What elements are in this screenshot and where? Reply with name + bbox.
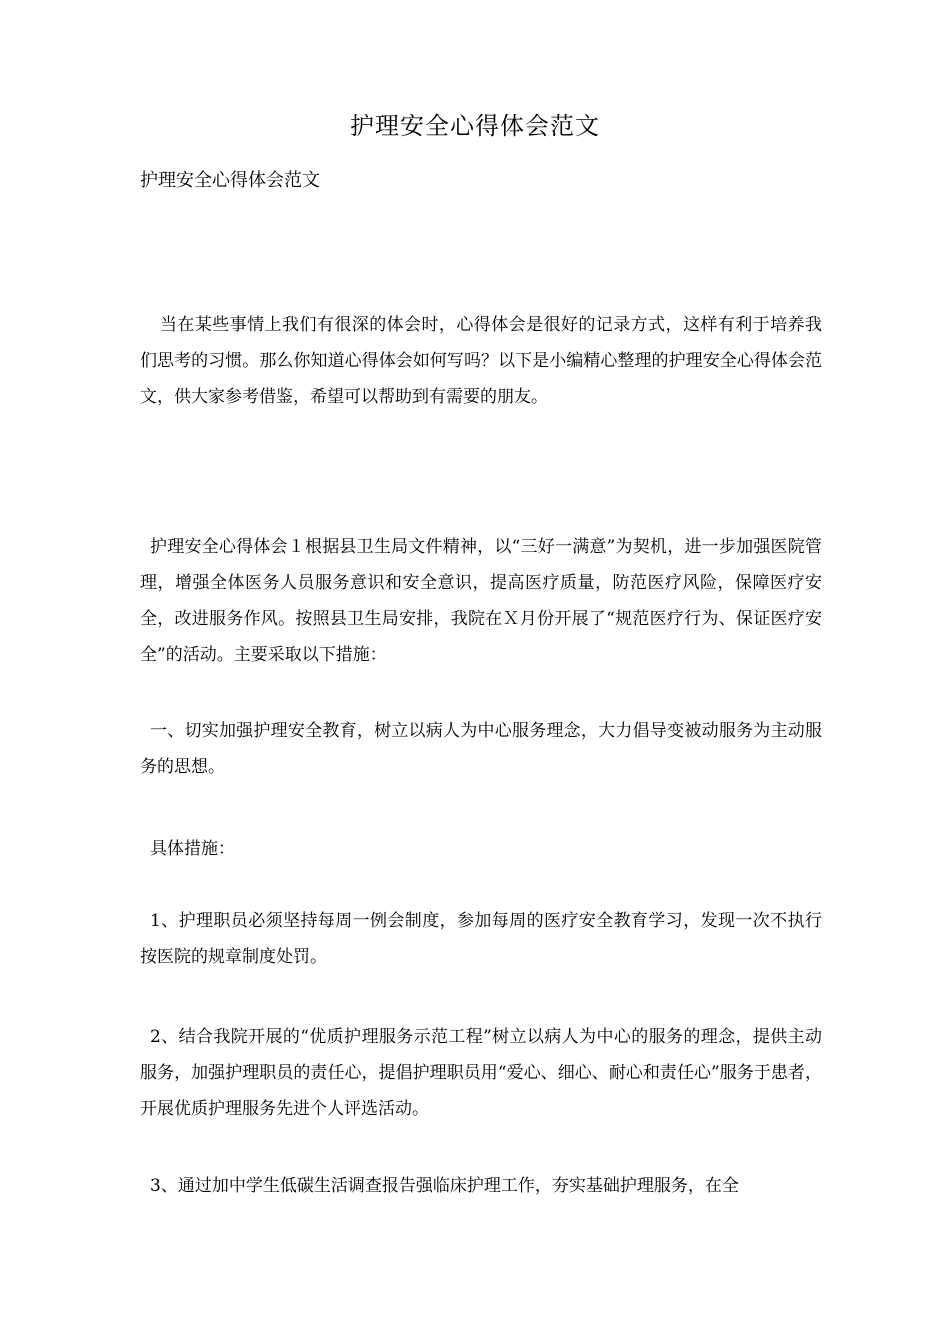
paragraph-intro: 当在某些事情上我们有很深的体会时，心得体会是很好的记录方式，这样有利于培养我们思考的习惯。那么你知道心得体会如何写吗？以下是小编精心整理的护理安全心得体会范文，供大家参考借鉴，希望可以帮助到有需要的朋友。 <box>140 315 822 407</box>
document-subtitle: 护理安全心得体会范文 <box>140 170 320 191</box>
paragraph-measure-3: 3、通过加中学生低碳生活调查报告强临床护理工作，夯实基础护理服务，在全 <box>150 1176 739 1196</box>
paragraph-measure-1: 1、护理职员必须坚持每周一例会制度，参加每周的医疗安全教育学习，发现一次不执行按医院的规章制度处罚。 <box>140 911 822 967</box>
paragraph-body-1: 护理安全心得体会１根据县卫生局文件精神，以“三好一满意”为契机，进一步加强医院管理，增强全体医务人员服务意识和安全意识，提高医疗质量，防范医疗风险，保障医疗安全，改进服务作风。按照县卫生局安排，我院在Ｘ月份开展了“规范医疗行为、保证医疗安全”的活动。主要采取以下措施： <box>140 537 822 665</box>
paragraph-section-1: 一、切实加强护理安全教育，树立以病人为中心服务理念，大力倡导变被动服务为主动服务的思想。 <box>140 721 822 777</box>
document-title: 护理安全心得体会范文 <box>350 112 600 140</box>
paragraph-measures-heading: 具体措施： <box>150 839 235 859</box>
paragraph-measure-2: 2、结合我院开展的“优质护理服务示范工程”树立以病人为中心的服务的理念，提供主动服务，加强护理职员的责任心，提倡护理职员用“爱心、细心、耐心和责任心”服务于患者，开展优质护理服务先进个人评选活动。 <box>140 1027 822 1119</box>
